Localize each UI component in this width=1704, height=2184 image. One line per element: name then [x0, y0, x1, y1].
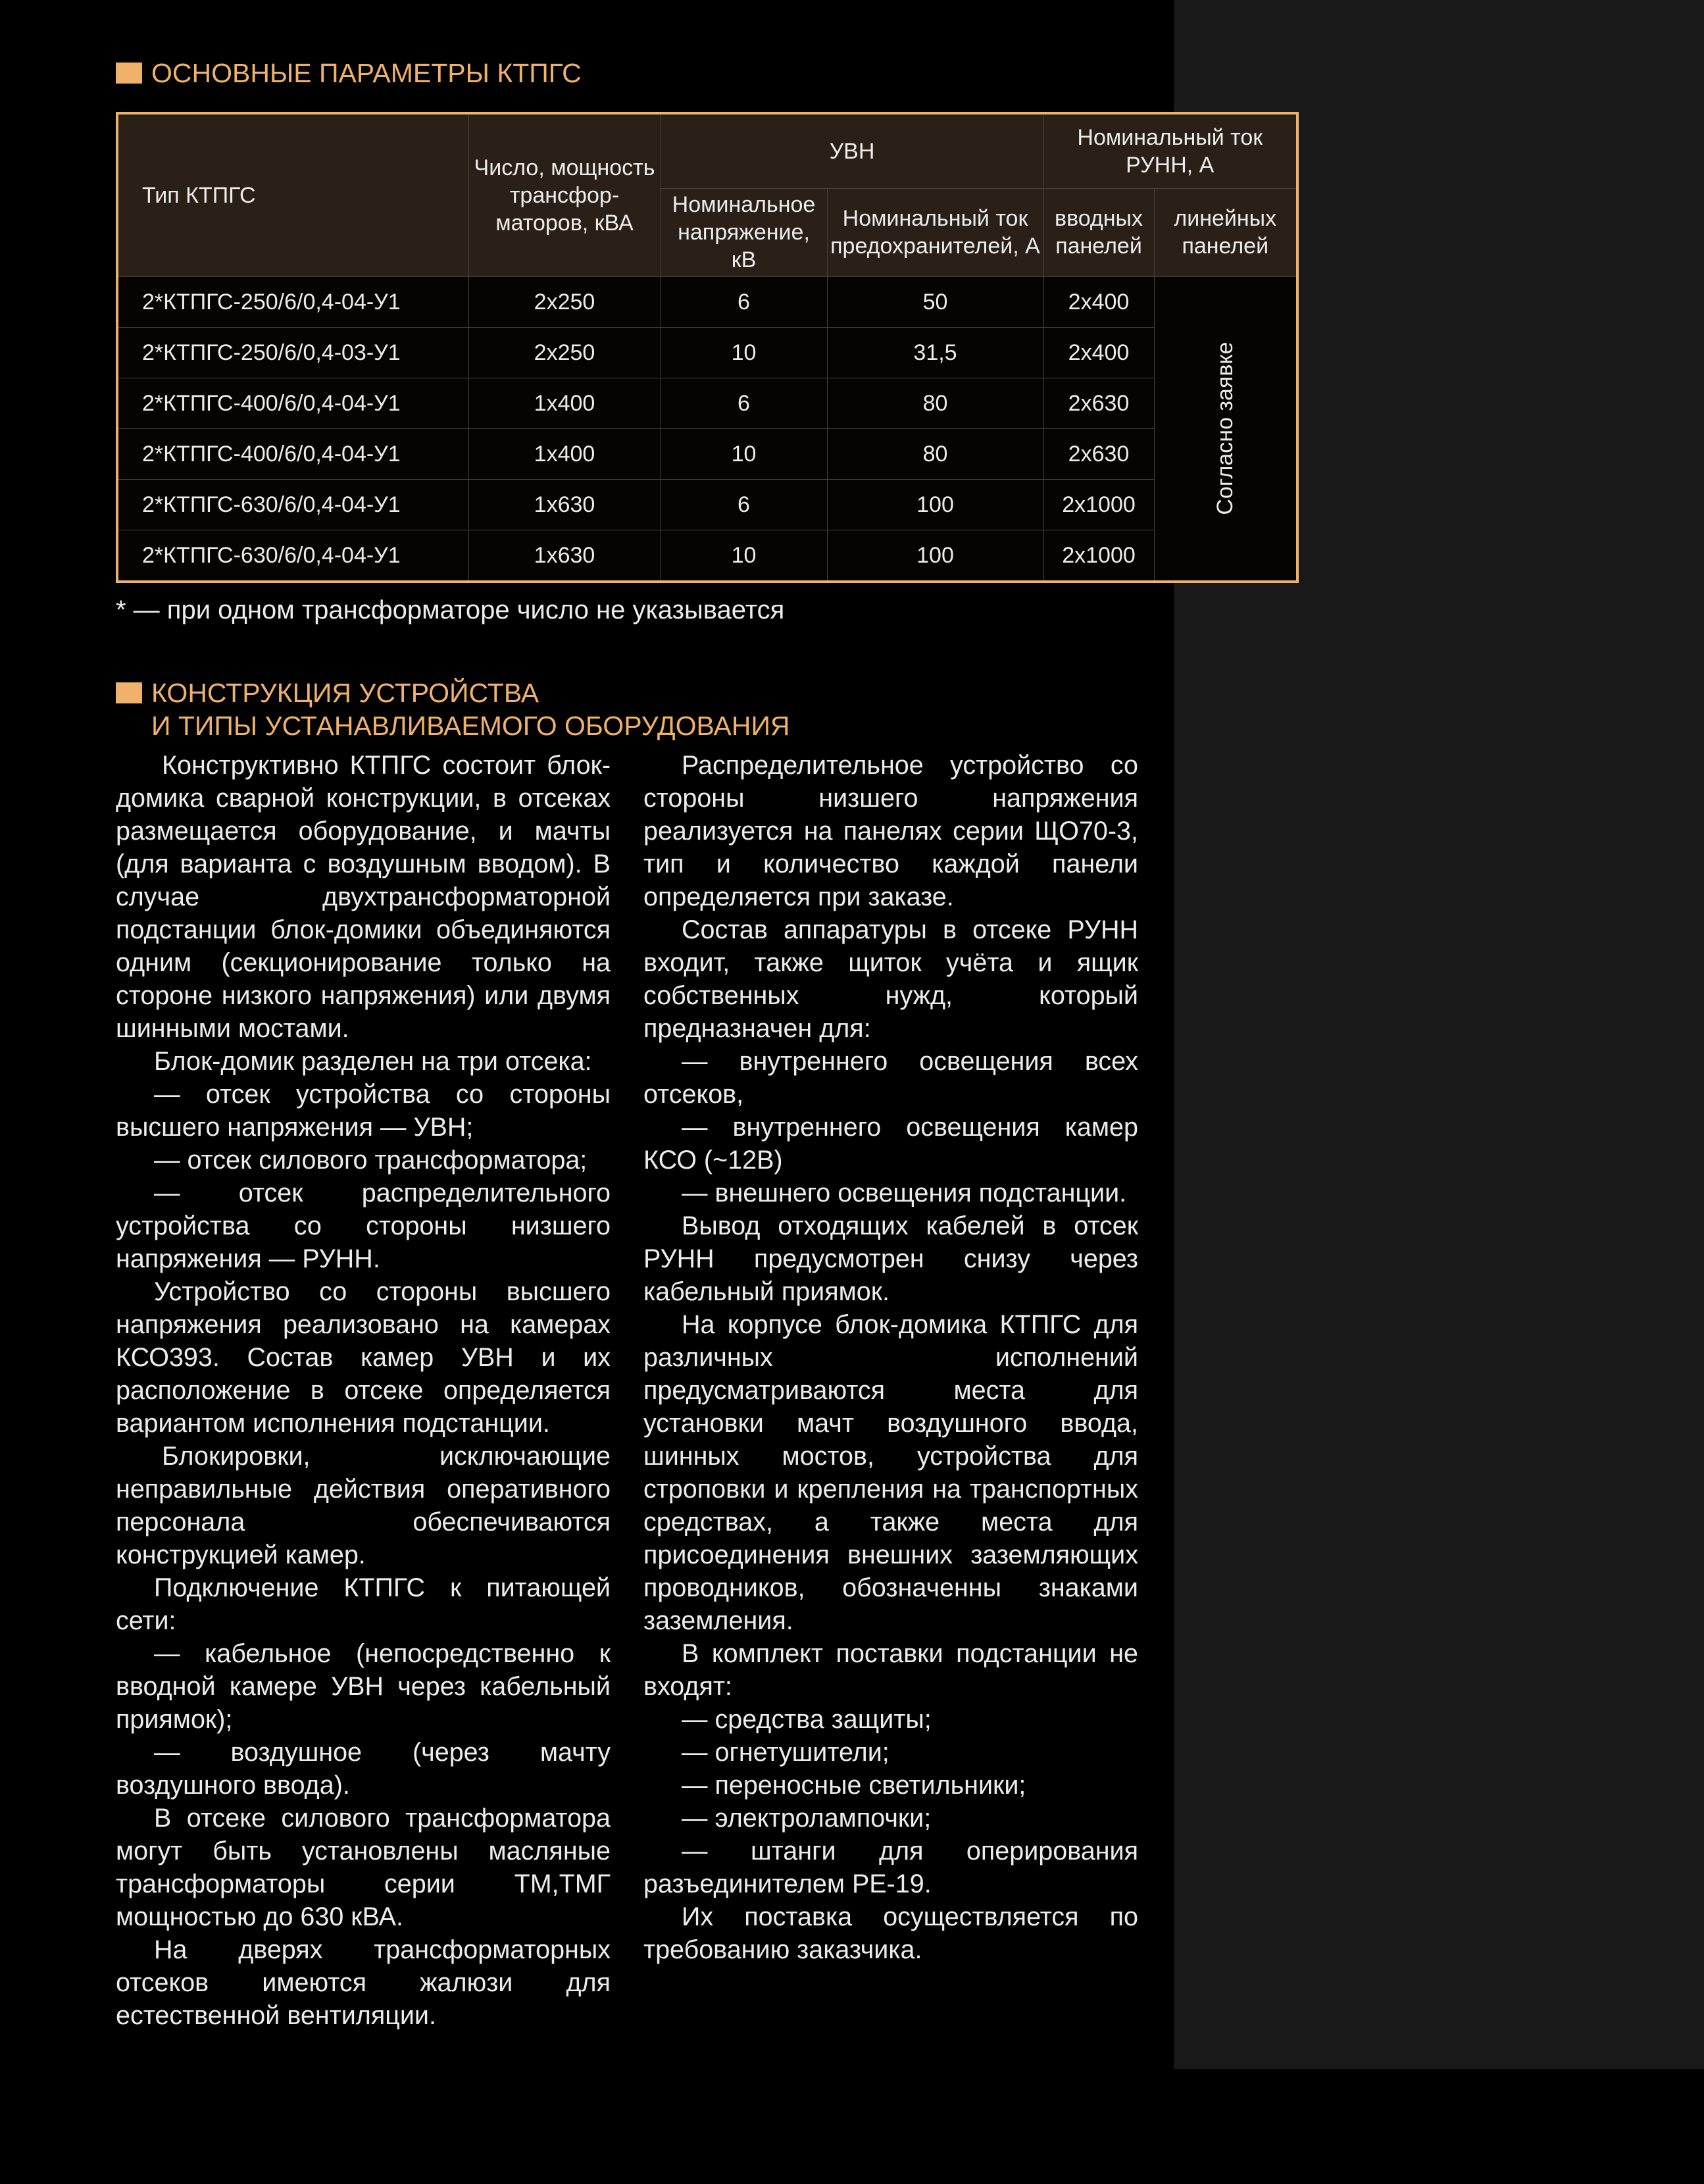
header-type: Тип КТПГС: [117, 113, 468, 276]
paragraph: В комплект поставки подстанции не входят:: [643, 1639, 1138, 1701]
cell-fuse: 80: [827, 378, 1043, 428]
cell-voltage: 6: [661, 276, 827, 327]
text-column-left: [116, 749, 611, 2032]
list-item: — внутреннего освещения всех отсеков,: [643, 1047, 1138, 1109]
header-count-power: Число, мощность трансфор-маторов, кВА: [468, 113, 661, 276]
cell-power: 1х630: [468, 530, 661, 582]
paragraph: Устройство со стороны высшего напряжения реализовано на камерах КСО393. Состав камер УВН и их расположение в отсеке определяется вариантом исполнения подстанции.: [116, 1277, 611, 1438]
list-item: — внутреннего освещения камер КСО (~12В): [643, 1113, 1138, 1175]
list-item: — огнетушители;: [682, 1738, 890, 1767]
cell-power: 2х250: [468, 327, 661, 378]
cell-input: 2х400: [1043, 327, 1154, 378]
list-item: — внешнего освещения подстанции.: [682, 1179, 1127, 1207]
paragraph: Вывод отходящих кабелей в отсек РУНН предусмотрен снизу через кабельный приямок.: [643, 1211, 1138, 1306]
paragraph: Распределительное устройство со стороны низшего напряжения реализуется на панелях серии ЩО70-3, тип и количество каждой панели определяется при заказе.: [643, 751, 1138, 911]
line-panels-note: Согласно заявке: [1213, 342, 1238, 515]
cell-power: 1х400: [468, 378, 661, 428]
cell-input: 2х630: [1043, 428, 1154, 479]
cell-fuse: 31,5: [827, 327, 1043, 378]
cell-type: 2*КТПГС-250/6/0,4-04-У1: [117, 276, 468, 327]
cell-voltage: 10: [661, 428, 827, 479]
cell-fuse: 100: [827, 530, 1043, 582]
cell-line-panels: [1154, 276, 1297, 582]
table-row: [117, 276, 1297, 327]
header-nominal-voltage: Номинальное напряжение, кВ: [661, 188, 827, 276]
heading-marker: [116, 63, 142, 84]
list-item: — переносные светильники;: [682, 1771, 1026, 1800]
cell-input: 2х400: [1043, 276, 1154, 327]
cell-voltage: 10: [661, 530, 827, 582]
list-item: — кабельное (непосредственно к вводной камере УВН через кабельный приямок);: [116, 1639, 611, 1734]
paragraph: Подключение КТПГС к питающей сети:: [116, 1573, 611, 1635]
parameters-table: [116, 112, 1299, 583]
section-title-line1: КОНСТРУКЦИЯ УСТРОЙСТВА: [151, 678, 539, 708]
paragraph: Состав аппаратуры в отсеке РУНН входит, также щиток учёта и ящик собственных нужд, который предназначен для:: [643, 915, 1138, 1043]
section-heading-parameters: [116, 57, 582, 89]
cell-power: 1х400: [468, 428, 661, 479]
cell-fuse: 80: [827, 428, 1043, 479]
list-item: — штанги для оперирования разъединителем РЕ-19.: [643, 1837, 1138, 1898]
list-item: — электролампочки;: [682, 1804, 932, 1833]
paragraph: Блокировки, исключающие неправильные действия оперативного персонала обеспечиваются конструкцией камер.: [116, 1442, 611, 1569]
cell-fuse: 100: [827, 479, 1043, 530]
cell-type: 2*КТПГС-630/6/0,4-04-У1: [117, 530, 468, 582]
cell-input: 2х1000: [1043, 530, 1154, 582]
header-input-panels: вводных панелей: [1043, 188, 1154, 276]
paragraph: На дверях трансформаторных отсеков имеются жалюзи для естественной вентиляции.: [116, 1935, 611, 2030]
paragraph: В отсеке силового трансформатора могут быть установлены масляные трансформаторы серии ТМ,ТМГ мощностью до 630 кВА.: [116, 1804, 611, 1931]
cell-voltage: 6: [661, 479, 827, 530]
section-title-line2: И ТИПЫ УСТАНАВЛИВАЕМОГО ОБОРУДОВАНИЯ: [151, 711, 790, 741]
cell-type: 2*КТПГС-400/6/0,4-04-У1: [117, 378, 468, 428]
table-footnote: * — при одном трансформаторе число не указывается: [116, 596, 785, 624]
paragraph: Конструктивно КТПГС состоит блок-домика сварной конструкции, в отсеках размещается оборудование, и мачты (для варианта с воздушным вводом). В случае двухтрансформаторной подстанции блок-домики объединяются одним (секционирование только на стороне низкого напряжения) или двумя шинными мостами.: [116, 751, 611, 1043]
paragraph: Блок-домик разделен на три отсека:: [154, 1047, 592, 1076]
table-row: [117, 428, 1297, 479]
cell-type: 2*КТПГС-400/6/0,4-04-У1: [117, 428, 468, 479]
table-row: [117, 378, 1297, 428]
cell-voltage: 10: [661, 327, 827, 378]
cell-voltage: 6: [661, 378, 827, 428]
list-item: — средства защиты;: [682, 1705, 932, 1734]
cell-input: 2х1000: [1043, 479, 1154, 530]
table-row: [117, 530, 1297, 582]
list-item: — отсек силового трансформатора;: [154, 1146, 588, 1175]
cell-power: 1х630: [468, 479, 661, 530]
list-item: — воздушное (через мачту воздушного ввода).: [116, 1738, 611, 1800]
text-column-right: [643, 749, 1138, 1966]
cell-type: 2*КТПГС-630/6/0,4-04-У1: [117, 479, 468, 530]
list-item: — отсек распределительного устройства со стороны низшего напряжения — РУНН.: [116, 1179, 611, 1273]
heading-marker: [116, 682, 142, 703]
cell-fuse: 50: [827, 276, 1043, 327]
table-row: [117, 327, 1297, 378]
section-title: ОСНОВНЫЕ ПАРАМЕТРЫ КТПГС: [151, 58, 582, 88]
list-item: — отсек устройства со стороны высшего напряжения — УВН;: [116, 1080, 611, 1142]
table-row: [117, 479, 1297, 530]
paragraph: На корпусе блок-домика КТПГС для различных исполнений предусматриваются места для установки мачт воздушного ввода, шинных мостов, устройства для строповки и крепления на транспортных средствах, а также места для присоединения внешних заземляющих проводников, обозначенны знаками заземления.: [643, 1310, 1138, 1635]
header-line-panels: линейных панелей: [1154, 188, 1297, 276]
cell-type: 2*КТПГС-250/6/0,4-03-У1: [117, 327, 468, 378]
cell-power: 2х250: [468, 276, 661, 327]
header-fuse-current: Номинальный ток предохранителей, А: [827, 188, 1043, 276]
header-runn-current: Номинальный ток РУНН, А: [1043, 113, 1297, 188]
section-heading-construction: [116, 676, 790, 742]
paragraph: Их поставка осуществляется по требованию заказчика.: [643, 1902, 1138, 1964]
header-uvn: УВН: [661, 113, 1043, 188]
cell-input: 2х630: [1043, 378, 1154, 428]
